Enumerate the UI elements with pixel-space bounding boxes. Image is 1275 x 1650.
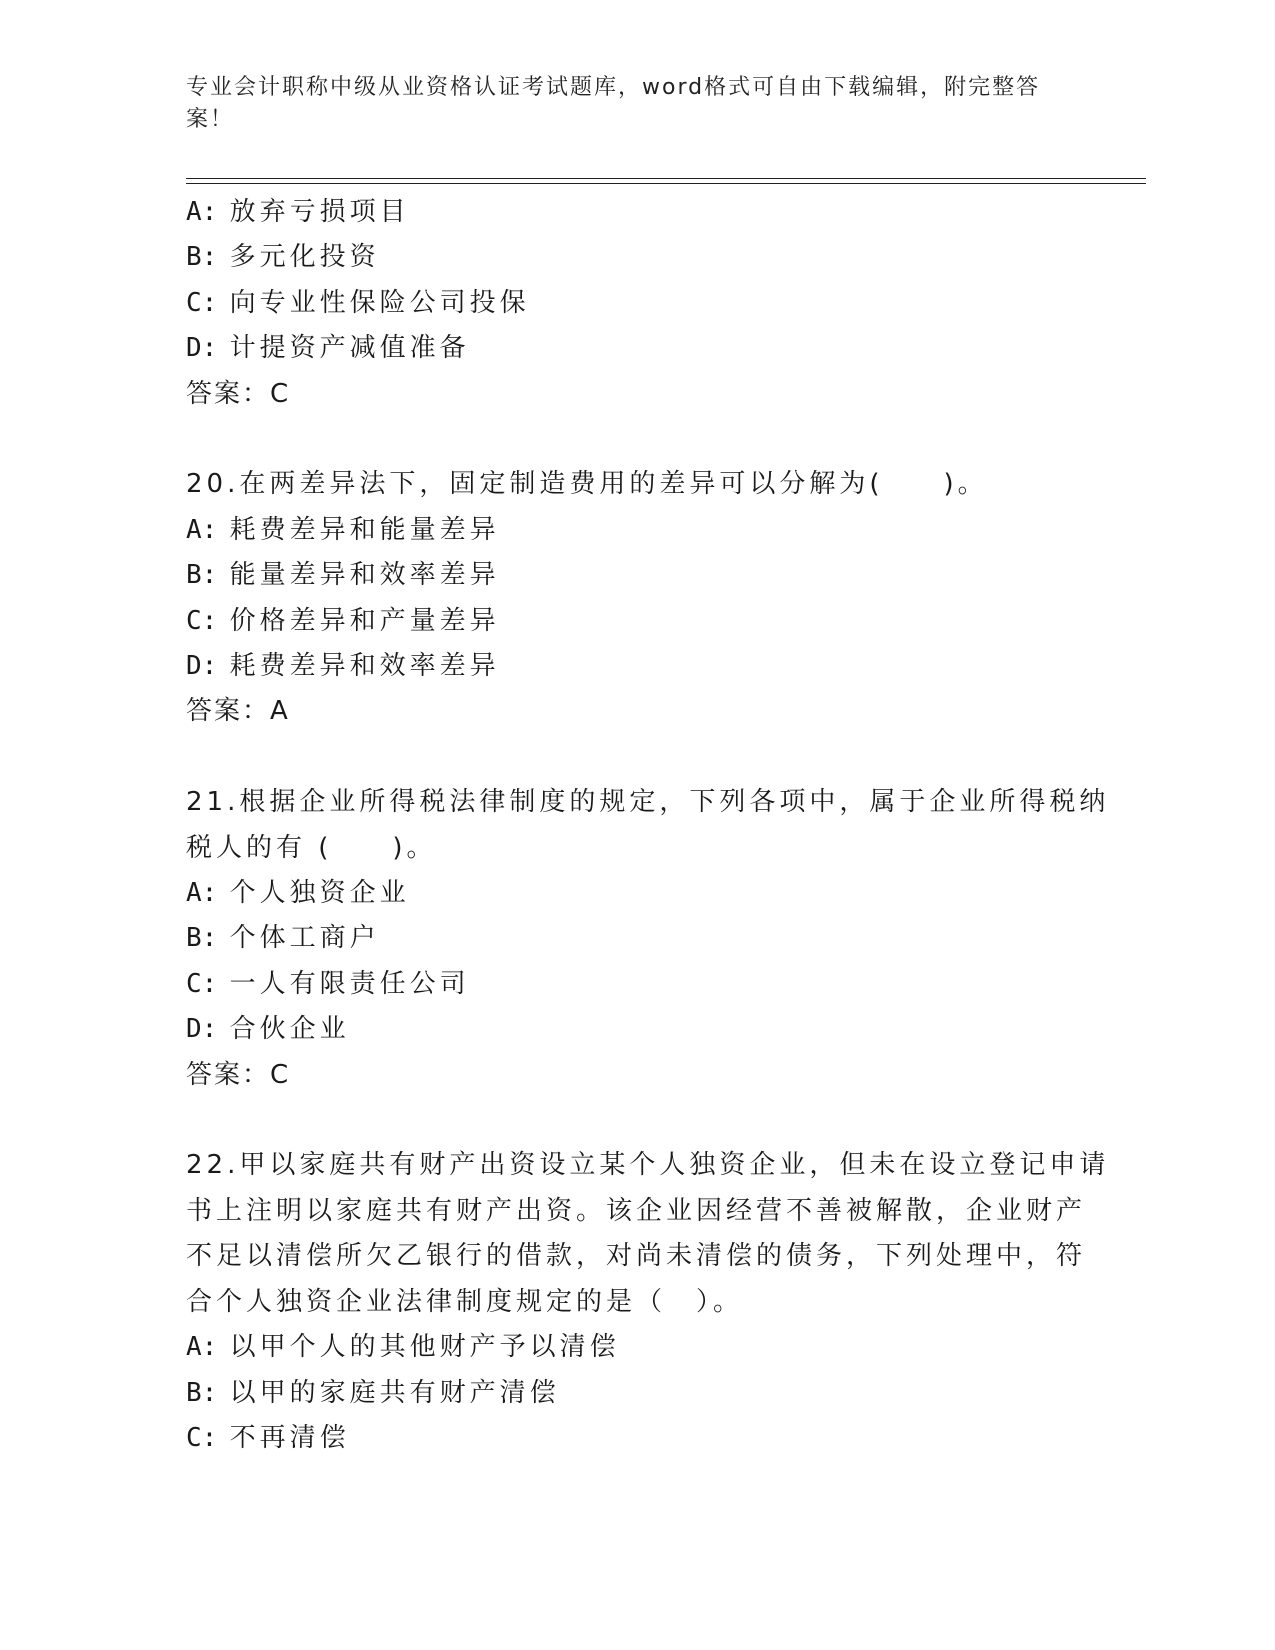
question-stem-line: 21.根据企业所得税法律制度的规定，下列各项中，属于企业所得税纳 (186, 787, 1110, 818)
question-stem-line: 22.甲以家庭共有财产出资设立某个人独资企业，但未在设立登记申请 (186, 1150, 1110, 1181)
option-d: D: 计提资产减值准备 (186, 333, 470, 364)
page-header: 专业会计职称中级从业资格认证考试题库，word格式可自由下载编辑，附完整答案！ (186, 75, 1041, 132)
question-list (186, 190, 1110, 1461)
option-c: C: 不再清偿 (186, 1422, 350, 1453)
question-22 (186, 1143, 1110, 1461)
answer-line: 答案：A (186, 696, 290, 727)
question-stem-line: 合个人独资企业法律制度规定的是（ ）。 (186, 1286, 744, 1317)
spacer (186, 417, 1086, 462)
option-a: A: 以甲个人的其他财产予以清偿 (186, 1332, 620, 1363)
spacer (186, 1098, 1086, 1143)
question-21 (186, 780, 1110, 1098)
question-stem-line: 税人的有 ( )。 (186, 832, 437, 863)
question-19 (186, 190, 1086, 417)
option-a: A: 耗费差异和能量差异 (186, 514, 500, 545)
question-stem-line: 书上注明以家庭共有财产出资。该企业因经营不善被解散，企业财产 (186, 1195, 1087, 1226)
option-b: B: 能量差异和效率差异 (186, 560, 500, 591)
header-rule-bottom (186, 183, 1146, 184)
option-d: D: 合伙企业 (186, 1014, 350, 1045)
option-c: C: 向专业性保险公司投保 (186, 287, 530, 318)
question-20 (186, 462, 1086, 734)
option-b: B: 多元化投资 (186, 242, 380, 273)
option-a: A: 放弃亏损项目 (186, 197, 410, 227)
option-d: D: 耗费差异和效率差异 (186, 651, 500, 682)
option-c: C: 一人有限责任公司 (186, 968, 470, 999)
question-stem-line: 不足以清偿所欠乙银行的借款，对尚未清偿的债务，下列处理中，符 (186, 1241, 1087, 1272)
answer-line: 答案：C (186, 1059, 291, 1090)
option-c: C: 价格差异和产量差异 (186, 605, 500, 636)
spacer (186, 735, 1086, 780)
header-rule-top (186, 178, 1146, 179)
option-b: B: 个体工商户 (186, 923, 380, 954)
question-stem: 20.在两差异法下，固定制造费用的差异可以分解为( )。 (186, 469, 988, 500)
option-b: B: 以甲的家庭共有财产清偿 (186, 1377, 560, 1408)
option-a: A: 个人独资企业 (186, 878, 410, 909)
answer-line: 答案：C (186, 378, 291, 409)
